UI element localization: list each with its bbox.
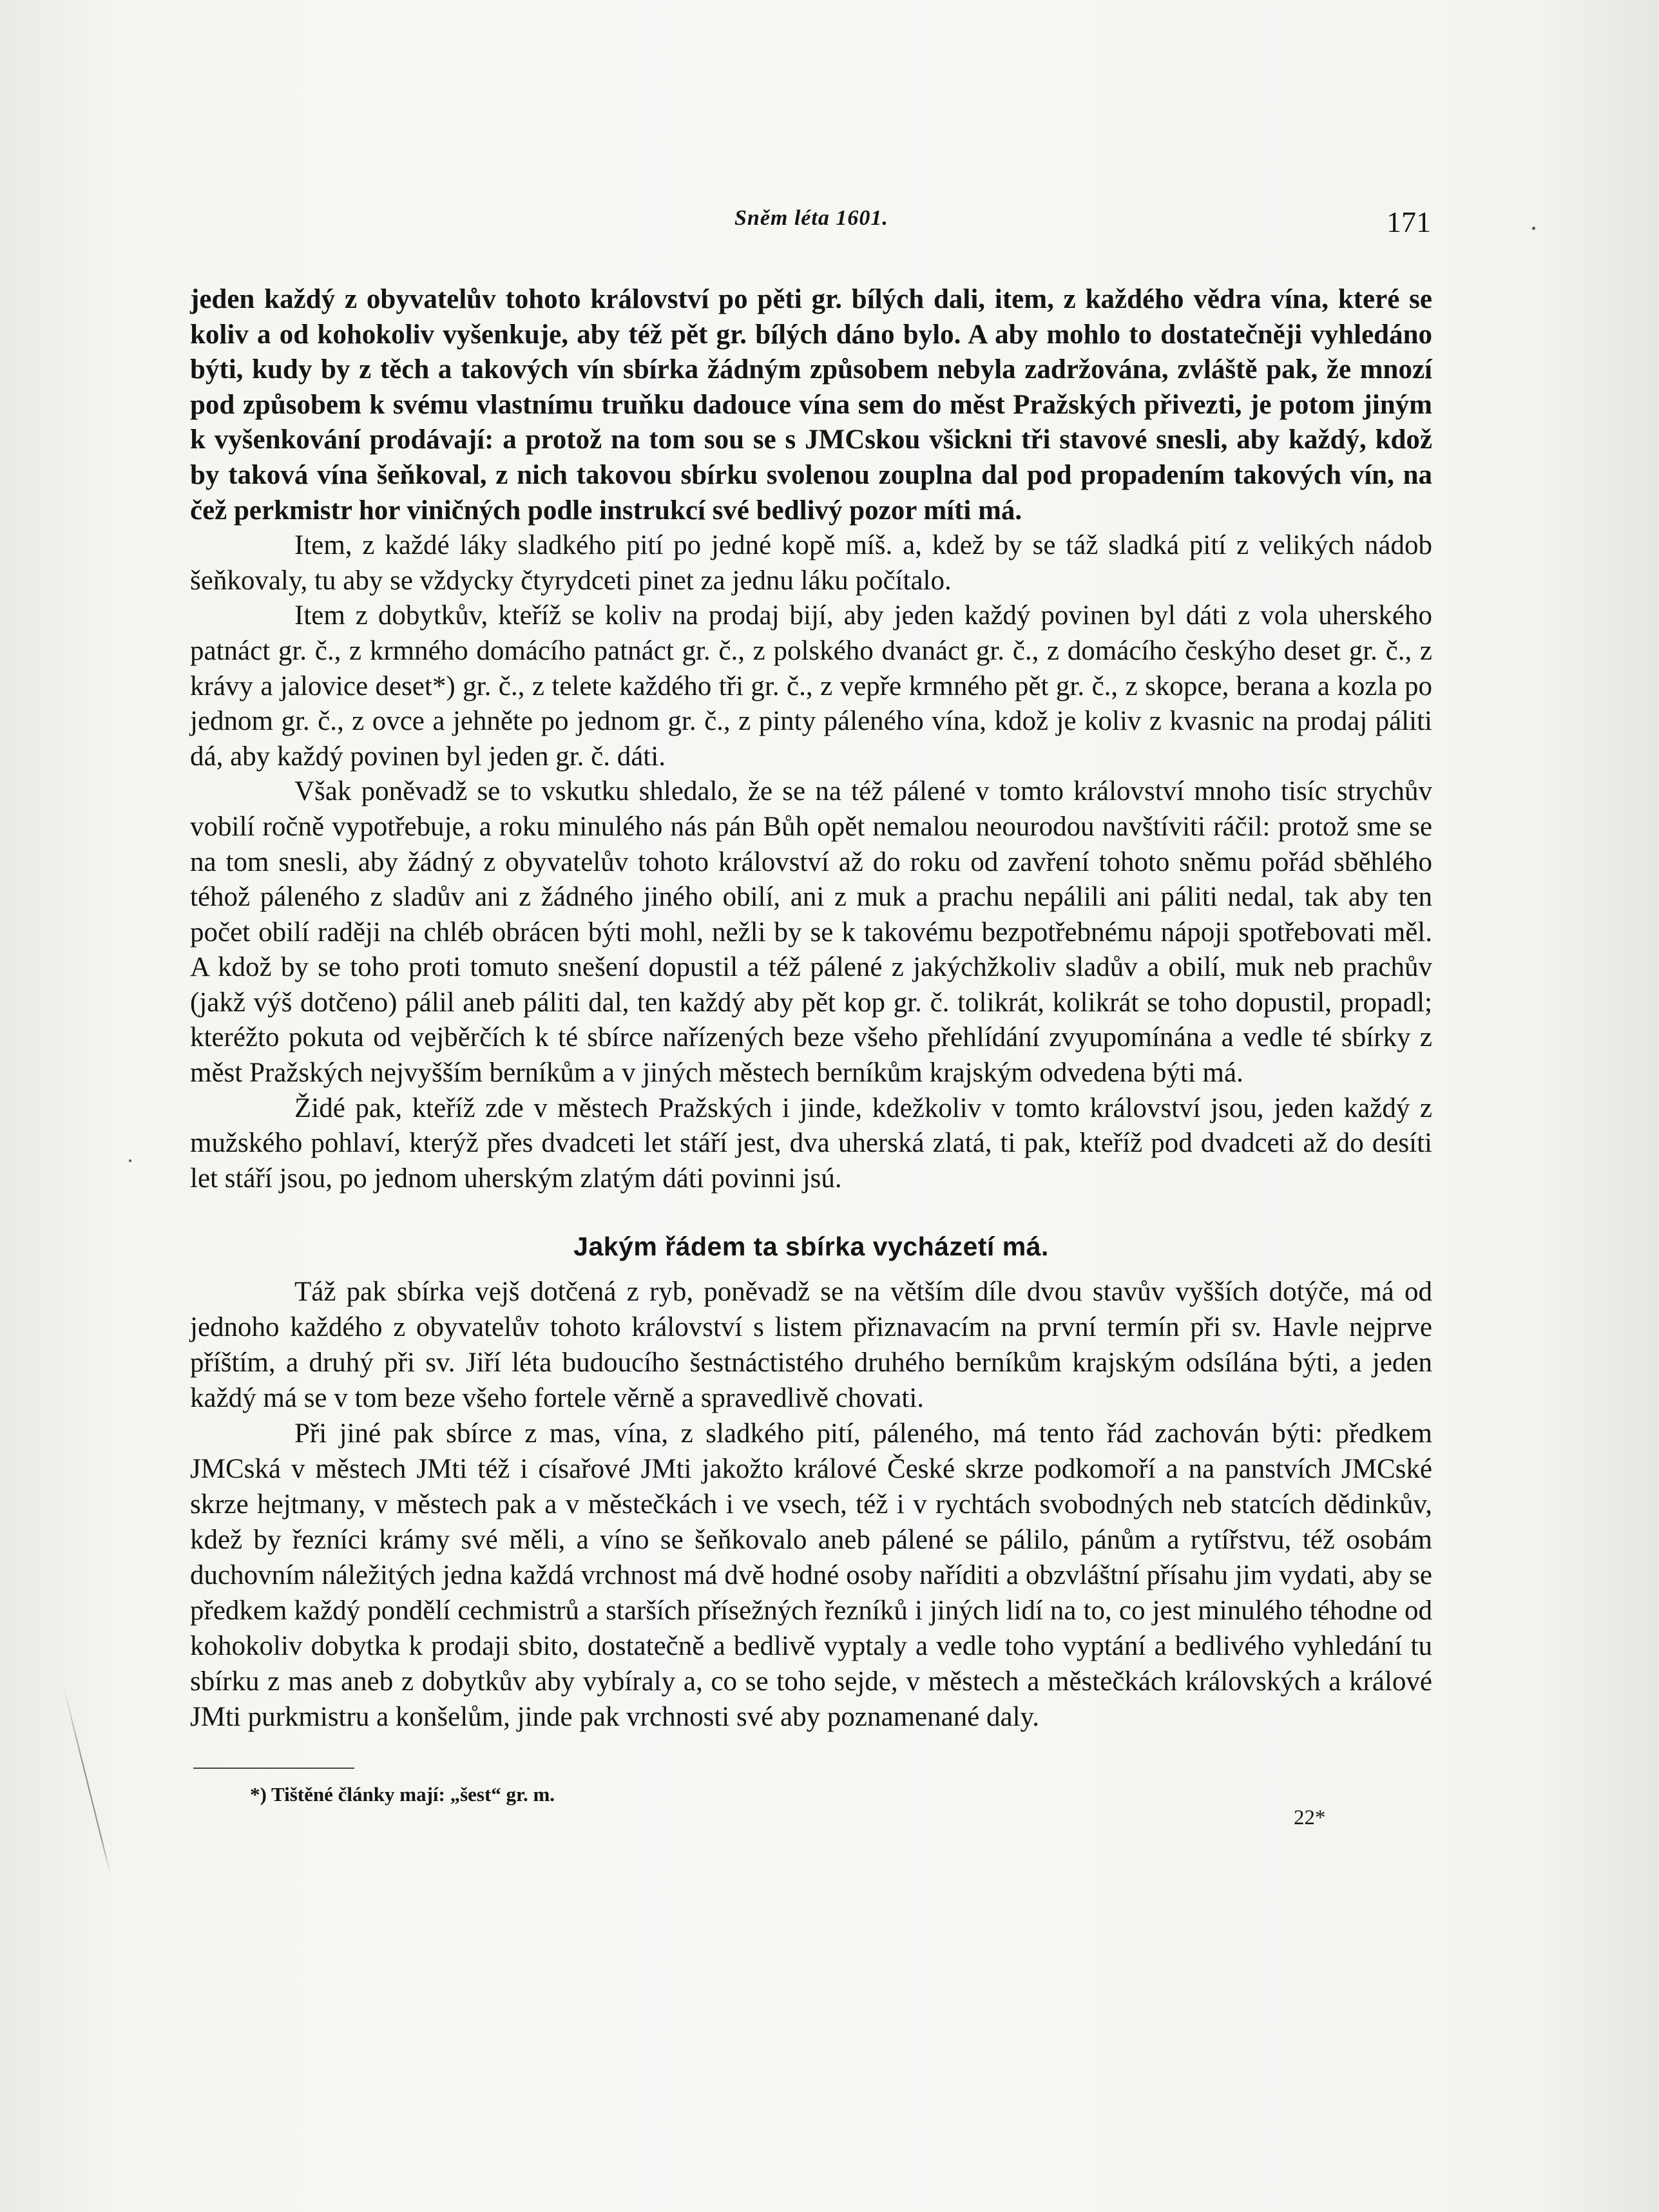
paragraph: Item z dobytkův, kteříž se koliv na prodaj bijí, aby jeden každý povinen byl dáti z vola uherského patnáct gr. č., z krmného domácího patnáct gr. č., z polského dvanáct gr. č., z domácího českýho deset gr. č., z krávy a jalovice deset*) gr. č., z telete každého tři gr. č., z vepře krmného pět gr. č., z skopce, berana a kozla po jednom gr. č., z ovce a jehněte po jednom gr. č., z pinty páleného vína, kdož je koliv z kvasnic na prodaj páliti dá, aby každý povinen byl jeden gr. č. dáti. [190,600,1432,772]
paragraph: Židé pak, kteříž zde v městech Pražských i jinde, kdežkoliv v tomto království jsou, jeden každý z mužského pohlaví, kterýž přes dvadceti let stáří jest, dva uherská zlatá, ti pak, kteříž pod dvadceti až do desíti let stáří jsou, po jednom uherským zlatým dáti povinni jsú. [190,1092,1432,1194]
footnote-divider [193,1768,354,1769]
scan-artifact-line [63,1688,111,1876]
scan-speck [129,1159,131,1162]
section-text [190,1274,1432,1735]
paragraph: jeden každý z obyvatelův tohoto království po pěti gr. bílých dali, item, z každého vědra vína, které se koliv a od kohokoliv vyšenkuje, aby též pět gr. bílých dáno bylo. A aby mohlo to dostatečněji vyhledáno býti, kudy by z těch a takových vín sbírka žádným způsobem nebyla zadržována, zvláště pak, že mnozí pod způsobem k svému vlastnímu truňku dadouce vína sem do měst Pražských přivezti, je potom jiným k vyšenkování prodávají: a protož na tom sou se s JMCskou všickni tři stavové snesli, aby každý, kdož by taková vína šeňkoval, z nich takovou sbírku svolenou zouplna dal pod propadením takových vín, na čež perkmistr hor viničných podle instrukcí své bedlivý pozor míti má. [190,284,1432,526]
page-number: 171 [1386,205,1431,238]
footnote: *) Tištěné články mají: „šest“ gr. m. [250,1783,555,1806]
paragraph: Táž pak sbírka vejš dotčená z ryb, poněvadž se na větším díle dvou stavův vyšších dotýče, má od jednoho každého z obyvatelův tohoto království s listem přiznavacím na první termín při sv. Havle nejprve příštím, a druhý při sv. Jiří léta budoucího šestnáctistého druhého berníkům krajským odsílána býti, a jeden každý má se v tom beze všeho fortele věrně a spravedlivě chovati. [190,1277,1432,1413]
paragraph: Však poněvadž se to vskutku shledalo, že se na též pálené v tomto království mnoho tisíc strychův vobilí ročně vypotřebuje, a roku minulého nás pán Bůh opět nemalou neourodou navštíviti ráčil: protož sme se na tom snesli, aby žádný z obyvatelův tohoto království až do roku od zavření tohoto sněmu pořád sběhlého téhož páleného z sladův ani z žádného jiného obilí, ani z muk a prachu nepálili ani páliti nedal, tak aby ten počet obilí raději na chléb obrácen býti mohl, nežli by se k takovému bezpotřebnému nápoji spotřebovati měl. A kdož by se toho proti tomuto snešení dopustil a též pálené z jakýchžkoliv sladův a obilí, muk neb prachův (jakž výš dotčeno) pálil aneb páliti dal, ten každý aby pět kop gr. č. tolikrát, kolikrát se toho dopustil, propadl; kteréžto pokuta od vejběrčích k té sbírce nařízených beze všeho přehlídání zvyupomínána a vedle té sbírky z měst Pražských nejvyšším berníkům a v jiných městech berníkům krajským odvedena býti má. [190,776,1432,1089]
paragraph: Při jiné pak sbírce z mas, vína, z sladkého pití, páleného, má tento řád zachován býti: předkem JMCská v městech JMti též i císařové JMti jakožto králové České skrze podkomoří a na panstvích JMCské skrze hejtmany, v městech pak a v městečkách i ve vsech, též i v rychtách svobodných neb statcích dědinkův, kdež by řezníci krámy své měli, a víno se šeňkovalo aneb pálené se pálilo, pánům a rytířstvu, též osobám duchovním náležitých jedna každá vrchnost má dvě hodné osoby naříditi a obzvláštní přísahu jim vydati, aby se předkem každý pondělí cechmistrů a starších přísežných řezníků i jiných lidí na to, co jest minulého téhodne od kohokoliv dobytka k prodaji sbito, dostatečně a bedlivě vyptaly a vedle toho vyptání a bedlivého vyhledání tu sbírku z mas aneb z dobytkův aby vybíraly a, co se toho sejde, v městech a městečkách královských a králové JMti purkmistru a konšelům, jinde pak vrchnosti své aby poznamenané daly. [190,1418,1432,1732]
section-heading: Jakým řádem ta sbírka vycházetí má. [573,1232,1049,1261]
scan-speck [1532,227,1535,230]
signature-mark: 22* [1294,1806,1326,1829]
paragraph: Item, z každé láky sladkého pití po jedné kopě míš. a, kdež by se táž sladká pití z velikých nádob šeňkovaly, tu aby se vždycky čtyrydceti pinet za jednu láku počítalo. [190,530,1432,596]
body-text [190,282,1432,1196]
running-head: Sněm léta 1601. [734,206,888,230]
